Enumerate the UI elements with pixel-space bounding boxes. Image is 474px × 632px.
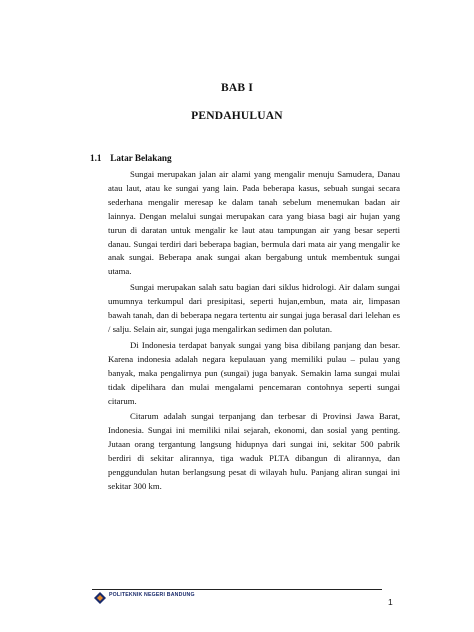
section-heading	[90, 153, 172, 163]
paragraph: Sungai merupakan jalan air alami yang mengalir menuju Samudera, Danau atau laut, atau ke sungai yang lain. Pada beberapa kasus, sebuah sungai secara sederhana mengalir meresap ke dalam tanah sebelum menemukan badan air lainnya. Dengan melalui sungai merupakan cara yang biasa bagi air hujan yang turun di daratan untuk mengalir ke laut atau tampungan air yang besar seperti danau. Sungai terdiri dari beberapa bagian, bermula dari mata air yang mengalir ke anak sungai. Beberapa anak sungai akan bergabung untuk membentuk sungai utama.	[108, 169, 400, 277]
paragraph: Sungai merupakan salah satu bagian dari siklus hidrologi. Air dalam sungai umumnya terkumpul dari presipitasi, seperti hujan,embun, mata air, limpasan bawah tanah, dan di beberapa negara tertentu air sungai juga berasal dari lelehan es / salju. Selain air, sungai juga mengalirkan sedimen dan polutan.	[108, 282, 400, 334]
chapter-number: BAB I	[221, 82, 253, 94]
section-number: 1.1	[90, 153, 102, 163]
polban-logo-icon	[93, 591, 107, 605]
page-number: 1	[388, 597, 393, 607]
paragraph: Di Indonesia terdapat banyak sungai yang bisa dibilang panjang dan besar. Karena indonesia adalah negara kepulauan yang memiliki pulau – pulau yang banyak, maka pengalirnya pun (sungai) juga banyak. Semakin lama sungai mulai tidak dipelihara dan mulai mengalami pencemaran contohnya seperti sungai citarum.	[108, 339, 400, 406]
section-title: Latar Belakang	[110, 153, 172, 163]
footer-divider	[92, 589, 382, 590]
chapter-title: PENDAHULUAN	[191, 110, 283, 122]
paragraph: Citarum adalah sungai terpanjang dan terbesar di Provinsi Jawa Barat, Indonesia. Sungai ini memiliki nilai sejarah, ekonomi, dan sosial yang penting. Jutaan orang tergantung langsung hidupnya dari sungai ini, sekitar 500 pabrik berdiri di sekitar alirannya, tiga waduk PLTA dibangun di alirannya, dan penggundulan hutan berlangsung pesat di wilayah hulu. Panjang aliran sungai ini sekitar 300 km.	[108, 411, 400, 491]
footer-institution: POLITEKNIK NEGERI BANDUNG	[109, 592, 195, 598]
body-text	[108, 168, 400, 494]
